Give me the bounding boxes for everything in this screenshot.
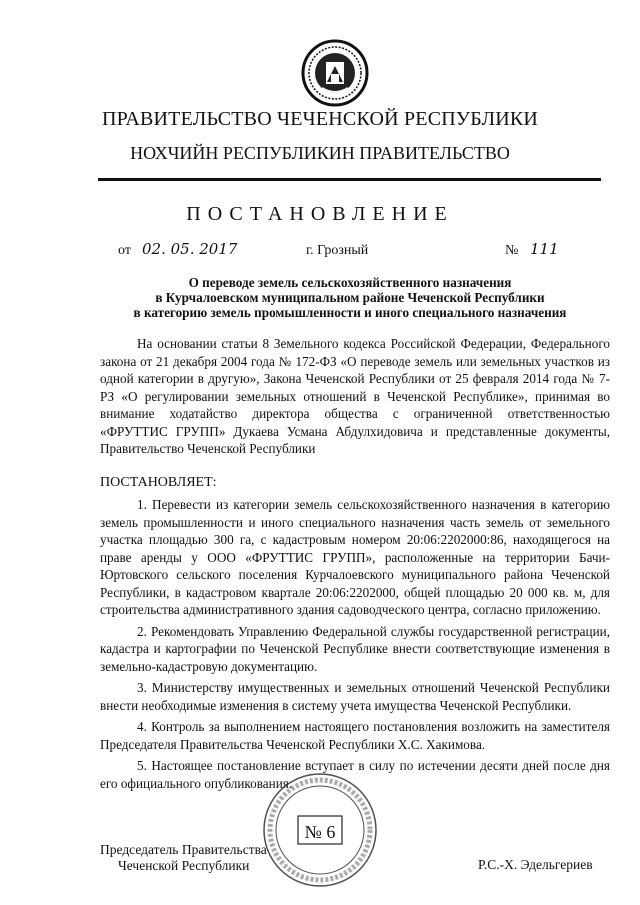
subject-line: О переводе земель сельскохозяйственного назначения xyxy=(188,275,512,290)
date-prefix: от xyxy=(118,243,131,258)
signatory-position-line2: Чеченской Республики xyxy=(118,858,250,873)
decree-item-3: 3. Министерству имущественных и земельных отношений Чеченской Республики внести необходимые изменения в систему учета имущества Чеченской Республики. xyxy=(100,680,610,713)
decree-word: ПОСТАНОВЛЯЕТ: xyxy=(100,475,217,490)
subject-line: в Курчалоевском муниципальном районе Чеченской Республики xyxy=(155,290,545,305)
header-divider xyxy=(98,178,601,181)
decree-item-1: 1. Перевести из категории земель сельскохозяйственного назначения в категорию земель промышленности и иного специального назначения часть земель от земельного участка площадью 300 га, с кадастровым номером 20:06:2202000:86, находящегося на праве аренды у ООО «ФРУТТИС ГРУПП», расположенные на территории Бачи-Юртовского сельского поселения Курчалоевского муниципального района Чеченской Республики, в кадастровом квартале 20:06:2202000, общей площадью 20 000 кв. м, для строительства административного здания садоводческого центра, согласно приложению. xyxy=(100,497,610,617)
signatory-name: Р.С.-Х. Эдельгериев xyxy=(478,857,593,872)
decree-item-2: 2. Рекомендовать Управлению Федеральной службы государственной регистрации, кадастра и картографии по Чеченской Республике внести соответствующие изменения в земельно-кадастровую документацию. xyxy=(100,623,610,674)
government-title-chechen: НОХЧИЙН РЕСПУБЛИКИН ПРАВИТЕЛЬСТВО xyxy=(130,143,510,163)
preamble-paragraph: На основании статьи 8 Земельного кодекса Российской Федерации, Федерального закона от 21 декабря 2004 года № 172-ФЗ «О переводе земель или земельных участков из одной категории в другую», Закона Чеченской Республики от 25 февраля 2014 года № 7-РЗ «О регулировании земельных отношений в Чеченской Республике», принимая во внимание ходатайство директора общества с ограниченной ответственностью «ФРУТТИС ГРУПП» Дукаева Усмана Абдулхидовича и представленные документы, Правительство Чеченской Республики xyxy=(100,336,610,456)
document-subject xyxy=(90,275,610,320)
signatory-position xyxy=(100,842,267,874)
document-number: 111 xyxy=(530,240,559,258)
chechen-republic-emblem-icon xyxy=(300,38,370,108)
decree-items xyxy=(100,496,610,792)
government-title: ПРАВИТЕЛЬСТВО ЧЕЧЕНСКОЙ РЕСПУБЛИКИ xyxy=(101,108,539,130)
document-city: г. Грозный xyxy=(306,243,369,258)
preamble xyxy=(100,335,610,458)
document-date: 02. 05. 2017 xyxy=(142,240,238,258)
signatory-position-line1: Председатель Правительства xyxy=(100,842,267,857)
decree-item-4: 4. Контроль за выполнением настоящего постановления возложить на заместителя Председателя Правительства Чеченской Республики Х.С. Хакимова. xyxy=(100,719,610,752)
subject-line: в категорию земель промышленности и иного специального назначения xyxy=(133,305,567,320)
decree-item-5: 5. Настоящее постановление вступает в силу по истечении десяти дней после дня его официального опубликования. xyxy=(100,758,610,791)
stamp-number: № 6 xyxy=(304,822,336,842)
official-seal-stamp-icon xyxy=(260,770,380,890)
document-type: ПОСТАНОВЛЕНИЕ xyxy=(186,203,454,225)
number-prefix: № xyxy=(505,243,519,258)
